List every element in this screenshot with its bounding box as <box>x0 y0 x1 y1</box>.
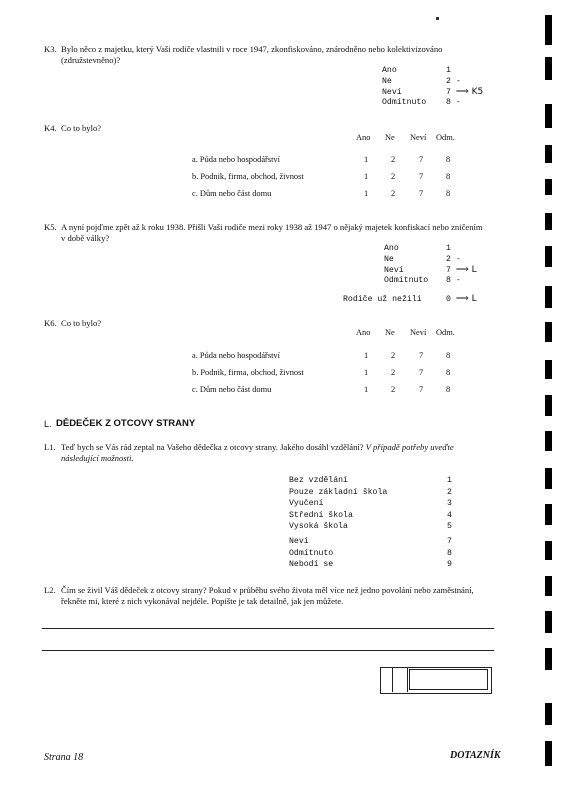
option-label: Neví <box>382 88 402 97</box>
code-cell[interactable]: 7 <box>419 172 424 181</box>
page-number: Strana 18 <box>44 752 84 763</box>
question-text <box>61 442 489 464</box>
registration-mark <box>545 145 552 163</box>
option-label: Ano <box>382 66 397 75</box>
answer-options <box>384 244 477 286</box>
registration-mark <box>545 541 552 560</box>
option-label: Neví <box>384 266 404 275</box>
answer-line[interactable] <box>42 628 494 629</box>
skip-marker: - <box>455 254 461 264</box>
code-cell[interactable]: 8 <box>446 172 451 181</box>
question-number: K6. <box>44 318 57 328</box>
coding-box-divider <box>392 667 393 692</box>
interviewer-instruction: V případě potřeby uveďte následující možnosti. <box>61 442 454 463</box>
registration-mark <box>545 360 552 379</box>
section-number: L. <box>44 419 52 429</box>
skip-arrow: ⟹ K5 <box>455 87 484 97</box>
code-cell[interactable]: 8 <box>446 155 451 164</box>
option-code[interactable]: 2 <box>446 254 451 264</box>
code-cell[interactable]: 2 <box>391 368 396 377</box>
answer-option-extra <box>343 294 477 304</box>
code-cell[interactable]: 2 <box>391 172 396 181</box>
section-title: DĚDEČEK Z OTCOVY STRANY <box>56 418 196 429</box>
registration-mark <box>545 395 552 416</box>
option-code[interactable]: 2 <box>447 487 452 497</box>
option-label: Vysoká škola <box>289 522 348 531</box>
code-cell[interactable]: 7 <box>419 368 424 377</box>
registration-mark <box>545 504 552 525</box>
option-code[interactable]: 8 <box>447 548 452 558</box>
code-cell[interactable]: 1 <box>364 368 369 377</box>
registration-mark <box>545 179 552 195</box>
column-header: Ano <box>356 328 371 337</box>
column-header: Odm. <box>436 133 455 142</box>
row-label: b. Podnik, firma, obchod, živnost <box>192 172 304 181</box>
code-cell[interactable]: 2 <box>391 155 396 164</box>
code-cell[interactable]: 8 <box>446 351 451 360</box>
code-cell[interactable]: 8 <box>446 385 451 394</box>
question-text: A nyní pojďme zpět až k roku 1938. Přišli Vaši rodiče mezi roky 1938 až 1947 o nějaký majetek konfiskací nebo zničením v době války? <box>61 222 483 243</box>
row-label: a. Půda nebo hospodářství <box>192 351 280 360</box>
question-text: Co to bylo? <box>61 318 102 328</box>
answer-line[interactable] <box>42 650 494 651</box>
option-code[interactable]: 4 <box>447 510 452 520</box>
question-number: K5. <box>44 222 57 232</box>
option-code[interactable]: 7 <box>446 266 451 275</box>
code-cell[interactable]: 8 <box>446 368 451 377</box>
code-cell[interactable]: 1 <box>364 385 369 394</box>
code-cell[interactable]: 1 <box>364 189 369 198</box>
question-body: Teď bych se Vás rád zeptal na Vašeho dědečka z otcovy strany. Jakého dosáhl vzdělání? <box>61 442 364 452</box>
registration-mark <box>545 246 552 267</box>
code-cell[interactable]: 2 <box>391 385 396 394</box>
registration-mark <box>545 576 552 596</box>
registration-mark <box>545 741 552 766</box>
code-cell[interactable]: 1 <box>364 351 369 360</box>
skip-marker: - <box>455 97 461 107</box>
question-number: L1. <box>44 442 56 452</box>
code-cell[interactable]: 7 <box>419 385 424 394</box>
option-code[interactable]: 1 <box>446 244 451 253</box>
option-label: Odmítnuto <box>289 548 334 558</box>
code-cell[interactable]: 7 <box>419 189 424 198</box>
option-label: Neví <box>289 537 309 546</box>
registration-mark <box>545 104 552 128</box>
row-label: c. Dům nebo část domu <box>192 189 272 198</box>
registration-mark <box>545 286 552 308</box>
option-label: Rodiče už nežili <box>343 295 422 304</box>
option-label: Nebodí se <box>289 560 334 569</box>
option-label: Ne <box>382 76 392 86</box>
option-code[interactable]: 8 <box>446 97 451 107</box>
row-label: b. Podnik, firma, obchod, živnost <box>192 368 304 377</box>
registration-mark <box>545 648 552 670</box>
row-label: c. Dům nebo část domu <box>192 385 272 394</box>
option-label: Bez vzdělání <box>289 476 348 485</box>
option-code[interactable]: 8 <box>446 275 451 285</box>
option-code[interactable]: 1 <box>446 66 451 75</box>
code-cell[interactable]: 7 <box>419 155 424 164</box>
registration-mark <box>545 322 552 342</box>
option-code[interactable]: 2 <box>446 76 451 86</box>
option-code[interactable]: 1 <box>447 476 452 485</box>
option-label: Pouze základní škola <box>289 487 388 497</box>
question-text: Co to bylo? <box>61 123 102 133</box>
corner-dot <box>436 17 439 20</box>
column-header: Ne <box>385 328 395 337</box>
column-header: Ano <box>356 133 371 142</box>
option-label: Střední škola <box>289 510 353 520</box>
column-header: Odm. <box>436 328 455 337</box>
column-header: Neví <box>410 133 427 142</box>
registration-mark <box>545 57 552 80</box>
question-text: Čím se živil Váš dědeček z otcovy strany? Pokud v průběhu svého života měl více než jedno povolání nebo zaměstnání, řekněte mi, které z nich vykonával nejdéle. Popište je tak detailně, jak jen můžete. <box>61 585 474 606</box>
option-label: Ne <box>384 254 394 264</box>
code-cell[interactable]: 1 <box>364 172 369 181</box>
registration-mark <box>545 15 552 45</box>
registration-mark <box>545 611 552 633</box>
answer-options <box>382 66 483 108</box>
option-code[interactable]: 7 <box>446 88 451 97</box>
column-header: Neví <box>410 328 427 337</box>
option-code[interactable]: 3 <box>447 499 452 508</box>
code-cell[interactable]: 2 <box>391 189 396 198</box>
document-label: DOTAZNÍK <box>450 750 501 761</box>
answer-options <box>289 476 452 534</box>
option-code[interactable]: 0 <box>446 295 451 304</box>
skip-marker: - <box>455 76 461 86</box>
answer-options-other <box>289 537 452 572</box>
row-label: a. Půda nebo hospodářství <box>192 155 280 164</box>
question-number: K4. <box>44 123 57 133</box>
skip-marker: - <box>455 275 461 285</box>
option-label: Odmítnuto <box>384 275 429 285</box>
registration-mark <box>545 431 552 451</box>
option-label: Vyučení <box>289 499 324 508</box>
question-text: Bylo něco z majetku, který Vaši rodiče vlastnili v roce 1947, zkonfiskováno, znárodněno nebo kolektivizováno (združstevněno)? <box>61 44 443 65</box>
code-cell[interactable]: 2 <box>391 351 396 360</box>
code-cell[interactable]: 8 <box>446 189 451 198</box>
skip-arrow: ⟹ L <box>455 294 477 304</box>
registration-mark <box>545 703 552 725</box>
column-header: Ne <box>385 133 395 142</box>
question-number: K3. <box>44 44 57 54</box>
option-code[interactable]: 7 <box>447 537 452 546</box>
registration-mark <box>545 213 552 230</box>
option-label: Odmítnuto <box>382 97 427 107</box>
code-cell[interactable]: 1 <box>364 155 369 164</box>
option-label: Ano <box>384 244 399 253</box>
coding-box-divider <box>407 667 408 692</box>
option-code[interactable]: 9 <box>447 560 452 569</box>
skip-arrow: ⟹ L <box>455 265 477 275</box>
code-cell[interactable]: 7 <box>419 351 424 360</box>
coding-box-inner <box>409 669 488 690</box>
option-code[interactable]: 5 <box>447 522 452 531</box>
question-number: L2. <box>44 585 56 595</box>
registration-mark <box>545 468 552 489</box>
